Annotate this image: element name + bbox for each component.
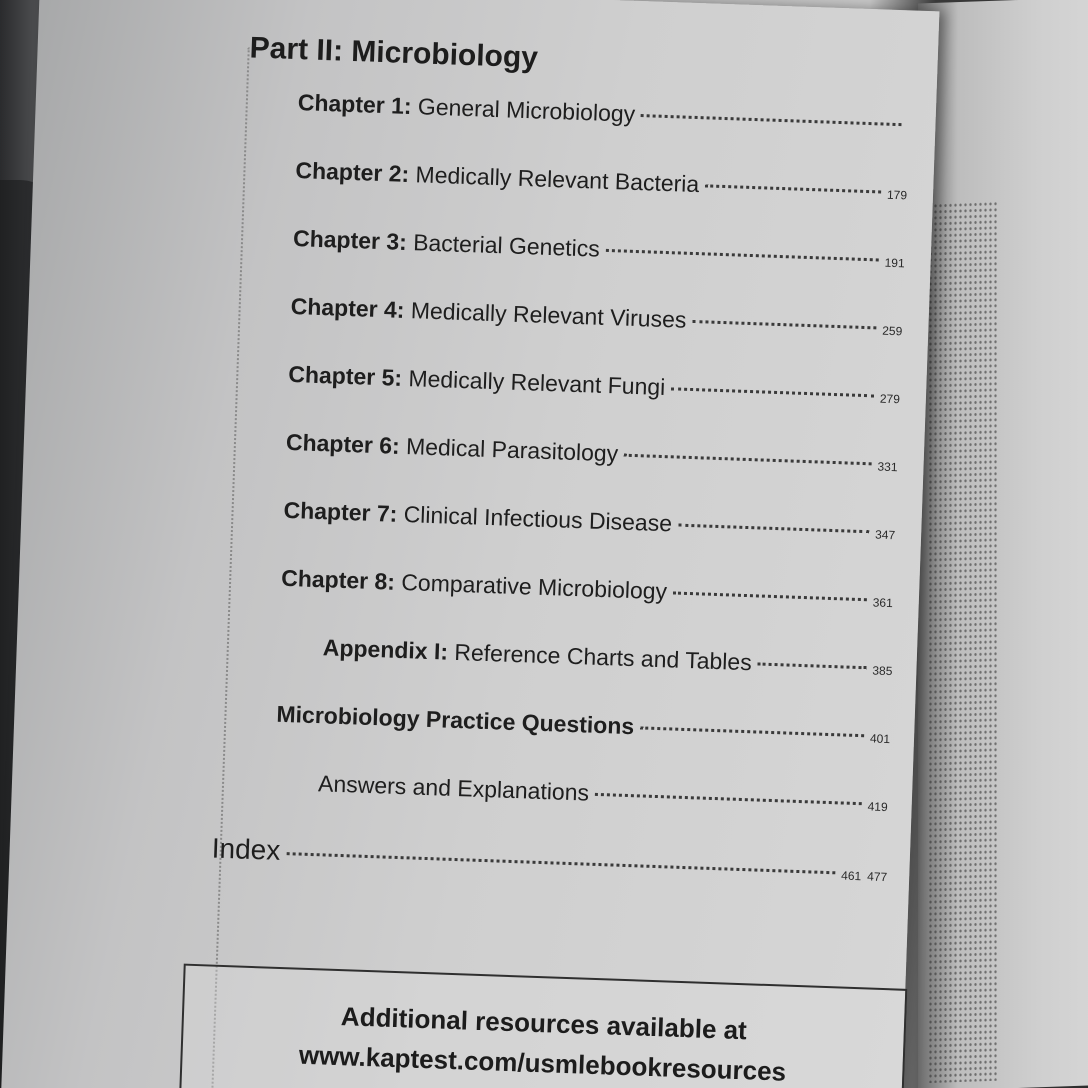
toc-entry-chapter-2[interactable] bbox=[295, 157, 908, 205]
toc-entry-page: 347 bbox=[874, 527, 896, 543]
toc-page bbox=[1, 0, 940, 1088]
leader-dots bbox=[595, 793, 862, 805]
toc-entry-title: Clinical Infectious Disease bbox=[403, 501, 673, 537]
toc-entry-chapter-8[interactable] bbox=[281, 565, 894, 613]
background-page-print-texture bbox=[928, 201, 998, 1083]
toc-content bbox=[2, 0, 940, 1088]
toc-entry-prefix: Chapter 2: bbox=[295, 157, 410, 187]
leader-dots bbox=[640, 726, 864, 737]
additional-resources-box bbox=[179, 964, 908, 1088]
part-title: Part II: Microbiology bbox=[249, 31, 539, 75]
toc-entry-prefix: Chapter 6: bbox=[285, 428, 401, 459]
toc-entry-title: Comparative Microbiology bbox=[400, 568, 668, 605]
toc-entry-chapter-6[interactable] bbox=[286, 429, 899, 477]
toc-entry-prefix: Chapter 8: bbox=[280, 564, 396, 595]
index-page: 461 bbox=[840, 868, 862, 884]
leader-dots bbox=[624, 454, 872, 466]
resources-heading: Additional resources available at bbox=[340, 1001, 748, 1046]
toc-entry-page: 191 bbox=[884, 255, 905, 271]
toc-entry-answers-explanations[interactable] bbox=[318, 770, 889, 817]
toc-entry-index[interactable] bbox=[211, 833, 888, 889]
toc-entry-title: Microbiology Practice Questions bbox=[276, 700, 635, 740]
toc-entry-page: 401 bbox=[869, 731, 891, 747]
toc-entry-page: 259 bbox=[882, 323, 903, 339]
leader-dots bbox=[705, 184, 881, 193]
toc-entry-chapter-1[interactable] bbox=[297, 89, 908, 137]
toc-entry-page: 331 bbox=[877, 459, 898, 475]
toc-entry-prefix: Chapter 7: bbox=[283, 496, 398, 527]
leader-dots bbox=[692, 320, 876, 329]
toc-entry-title: Answers and Explanations bbox=[317, 770, 590, 806]
leader-dots bbox=[758, 662, 867, 669]
extra-page-number: 477 bbox=[866, 869, 888, 885]
toc-entry-chapter-4[interactable] bbox=[290, 293, 903, 341]
toc-entry-title: Medically Relevant Viruses bbox=[410, 297, 687, 333]
toc-entry-page: 419 bbox=[867, 799, 888, 815]
toc-entry-title: Medical Parasitology bbox=[405, 433, 619, 467]
leader-dots bbox=[641, 114, 901, 126]
toc-entry-title: Medically Relevant Bacteria bbox=[415, 161, 700, 198]
background-page bbox=[918, 0, 1088, 1088]
leader-dots bbox=[606, 249, 879, 262]
index-label: Index bbox=[211, 832, 281, 866]
toc-entry-chapter-5[interactable] bbox=[288, 361, 901, 409]
toc-entry-page: 179 bbox=[886, 187, 908, 203]
toc-entry-chapter-7[interactable] bbox=[283, 497, 896, 545]
toc-entry-title: Reference Charts and Tables bbox=[453, 638, 753, 676]
toc-entry-page: 361 bbox=[872, 595, 894, 611]
toc-entry-practice-questions[interactable] bbox=[276, 701, 891, 749]
toc-entry-prefix: Chapter 3: bbox=[292, 224, 408, 255]
toc-entry-page: 279 bbox=[879, 391, 901, 407]
toc-entry-page: 385 bbox=[872, 663, 893, 679]
leader-dots bbox=[286, 852, 835, 874]
toc-entry-title: Bacterial Genetics bbox=[412, 229, 601, 262]
toc-entry-prefix: Chapter 5: bbox=[287, 360, 403, 391]
leader-dots bbox=[678, 524, 869, 534]
toc-entry-prefix: Chapter 1: bbox=[297, 89, 413, 120]
toc-entry-appendix-1[interactable] bbox=[322, 634, 893, 681]
toc-entry-prefix: Chapter 4: bbox=[290, 292, 405, 323]
resources-url-link[interactable]: www.kaptest.com/usmlebookresources bbox=[298, 1039, 787, 1087]
toc-entry-title: Medically Relevant Fungi bbox=[408, 365, 666, 401]
toc-entry-chapter-3[interactable] bbox=[293, 225, 906, 273]
toc-entry-title: General Microbiology bbox=[417, 93, 636, 127]
leader-dots bbox=[671, 387, 874, 397]
toc-entry-prefix: Appendix I: bbox=[322, 634, 449, 665]
leader-dots bbox=[673, 591, 867, 601]
